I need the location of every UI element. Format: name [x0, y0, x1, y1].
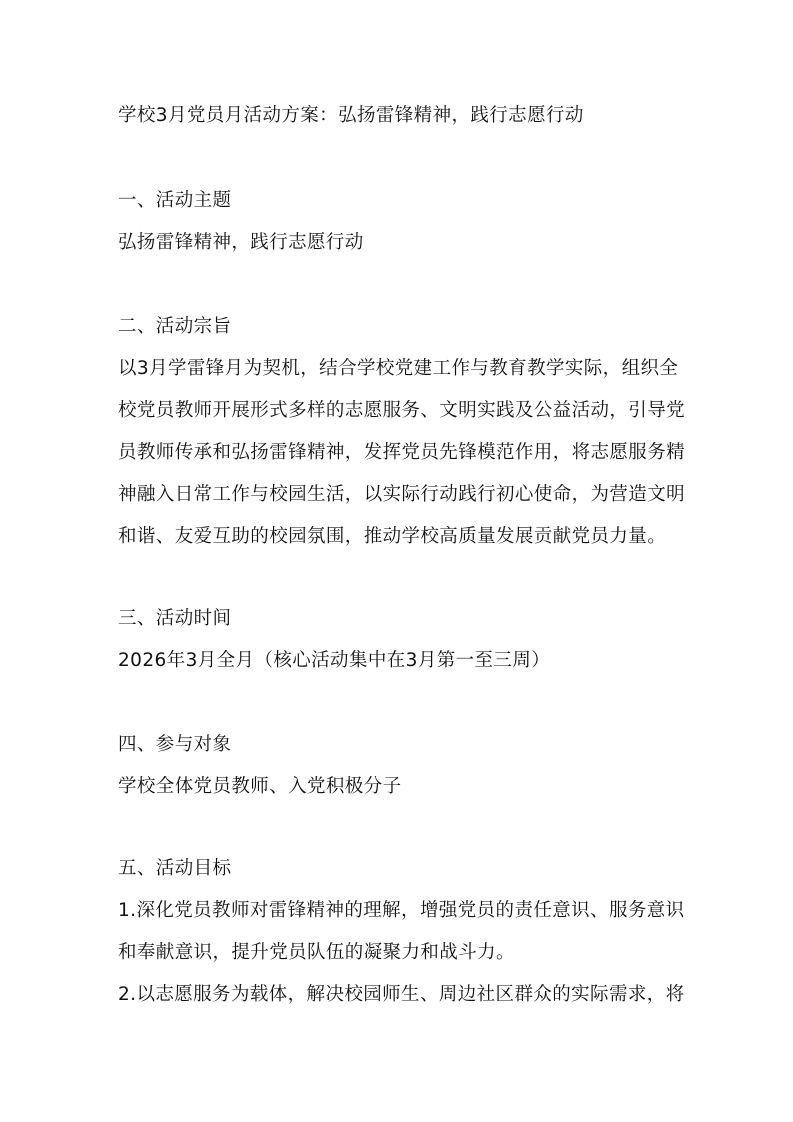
section-paragraph-line: 弘扬雷锋精神，践行志愿行动 [118, 232, 364, 253]
section-paragraph-line: 以3月学雷锋月为契机，结合学校党建工作与教育教学实际，组织全 [118, 358, 679, 379]
section-heading-goals: 五、活动目标 [118, 858, 232, 879]
section-heading-purpose: 二、活动宗旨 [118, 316, 232, 337]
section-paragraph-line: 2.以志愿服务为载体，解决校园师生、周边社区群众的实际需求，将 [118, 984, 685, 1005]
section-paragraph-line: 员教师传承和弘扬雷锋精神，发挥党员先锋模范作用，将志愿服务精 [118, 442, 686, 463]
section-paragraph-line: 1.深化党员教师对雷锋精神的理解，增强党员的责任意识、服务意识 [118, 900, 685, 921]
section-heading-time: 三、活动时间 [118, 608, 232, 629]
section-heading-participants: 四、参与对象 [118, 734, 232, 755]
section-heading-theme: 一、活动主题 [118, 190, 232, 211]
document-title: 学校3月党员月活动方案：弘扬雷锋精神，践行志愿行动 [118, 105, 584, 126]
section-paragraph-line: 和奉献意识，提升党员队伍的凝聚力和战斗力。 [118, 942, 515, 963]
section-paragraph-line: 和谐、友爱互助的校园氛围，推动学校高质量发展贡献党员力量。 [118, 526, 667, 547]
section-paragraph-line: 学校全体党员教师、入党积极分子 [118, 776, 402, 797]
section-paragraph-line: 2026年3月全月（核心活动集中在3月第一至三周） [118, 650, 551, 671]
section-paragraph-line: 神融入日常工作与校园生活，以实际行动践行初心使命，为营造文明 [118, 484, 686, 505]
section-paragraph-line: 校党员教师开展形式多样的志愿服务、文明实践及公益活动，引导党 [118, 400, 686, 421]
